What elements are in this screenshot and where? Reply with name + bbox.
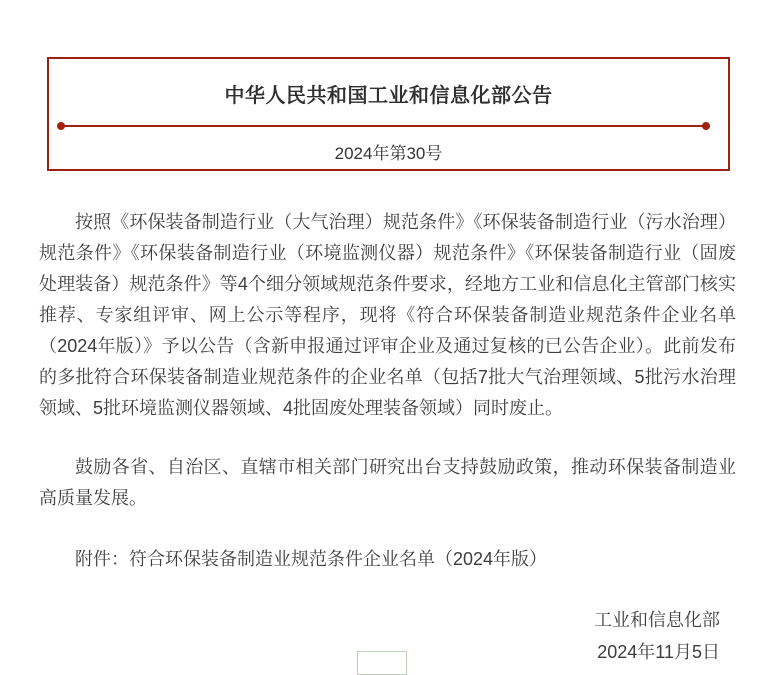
title-divider (61, 125, 706, 127)
notice-header-box (47, 57, 730, 171)
partial-attachment-box (357, 651, 407, 675)
body-paragraph: 按照《环保装备制造行业（大气治理）规范条件》《环保装备制造行业（污水治理）规范条件》《环保装备制造行业（环境监测仪器）规范条件》《环保装备制造行业（固废处理装备）规范条件》等4个细分领域规范条件要求，经地方工业和信息化主管部门核实推荐、专家组评审、网上公示等程序，现将《符合环保装备制造业规范条件企业名单（2024年版）》予以公告（含新申报通过评审企业及通过复核的已公告企业）。此前发布的多批符合环保装备制造业规范条件的企业名单（包括7批大气治理领域、5批污水治理领域、5批环境监测仪器领域、4批固废处理装备领域）同时废止。 (39, 212, 736, 418)
body-paragraph: 鼓励各省、自治区、直辖市相关部门研究出台支持鼓励政策，推动环保装备制造业高质量发展。 (39, 457, 736, 508)
signature-issuer: 工业和信息化部 (594, 610, 720, 630)
divider-left-dot (57, 122, 65, 130)
notice-title: 中华人民共和国工业和信息化部公告 (224, 85, 553, 107)
issue-number: 2024年第30号 (334, 144, 443, 163)
divider-right-dot (702, 122, 710, 130)
announcement-body (39, 207, 736, 668)
attachment-line: 附件：符合环保装备制造业规范条件企业名单（2024年版） (75, 549, 548, 569)
signature-date: 2024年11月5日 (597, 642, 720, 662)
